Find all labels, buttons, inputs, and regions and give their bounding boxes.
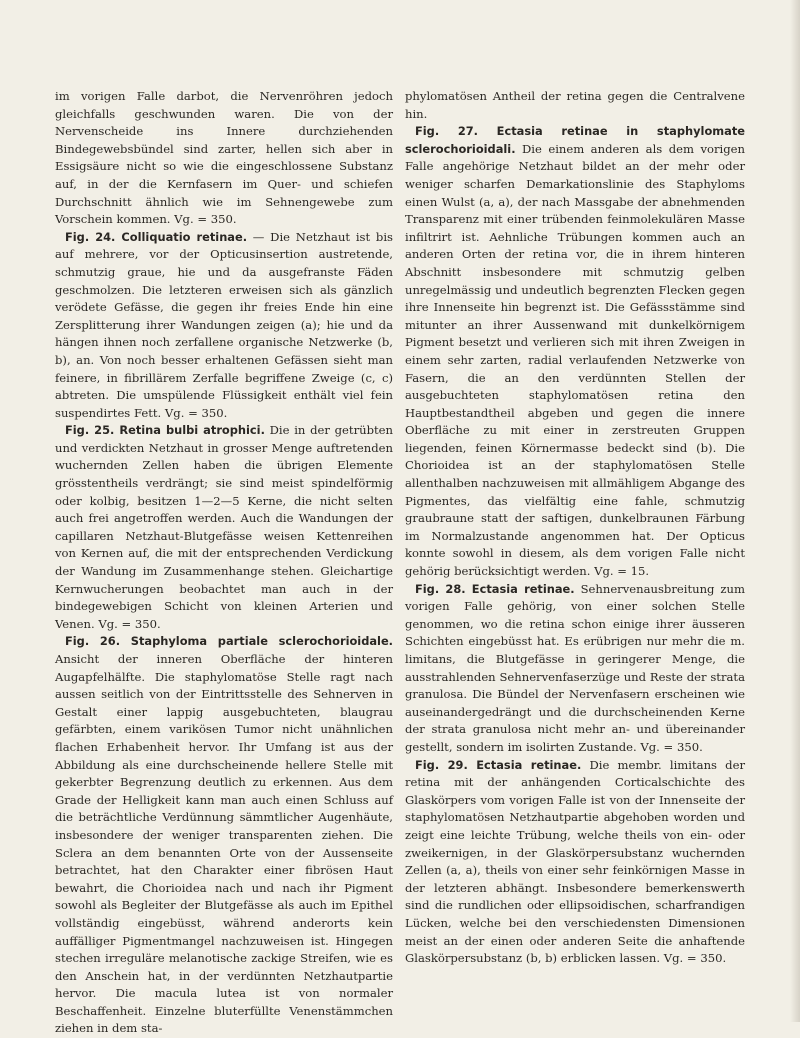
figure-description: Ansicht der inneren Oberfläche der hinteren Augapfelhälfte. Die staphylomatöse Stelle ragt nach aussen seitlich von der Eintrittsstelle des Sehnerven in Gestalt einer lappig ausgebuchteten, blaugrau gefärbten, einem varikösen Tumor nicht unähnlichen flachen Erhabenheit hervor. Ihr Umfang ist aus der Abbildung als eine durchscheinende hellere Stelle mit gekerbter Begrenzung deutlich zu erkennen. Aus dem Grade der Helligkeit kann man auch einen Schluss auf die beträchtliche Verdünnung sämmtlicher Augenhäute, insbesondere der weniger transparenten ziehen. Die Sclera an dem benannten Orte von der Aussenseite betrachtet, hat den Charakter einer fibrösen Haut bewahrt, die Chorioidea nach und nach ihr Pigment sowohl als Begleiter der Blutgefässe als auch im Epithel vollständig eingebüsst, während anderorts kein auffälliger Pigmentmangel nachzuweisen ist. Hingegen stechen irreguläre melanotische zackige Streifen, wie es den Anschein hat, in der verdünnten Netzhautpartie hervor. Die macula lutea ist von normaler Beschaffenheit. Einzelne bluterfüllte Venenstämmchen ziehen in dem sta- <box>55 652 393 1036</box>
paragraph <box>405 123 745 580</box>
figure-heading: Fig. 25. Retina bulbi atrophici. <box>65 423 265 438</box>
right-column <box>405 88 745 968</box>
figure-heading: Fig. 26. Staphyloma partiale sclerochorioidale. <box>65 634 393 649</box>
paragraph <box>405 757 745 968</box>
continuation-text: phylomatösen Antheil der retina gegen die Centralvene hin. <box>405 89 745 121</box>
page-edge-shadow <box>790 0 800 1022</box>
figure-description: Die in der getrübten und verdickten Netzhaut in grosser Menge auftretenden wuchernden Zellen haben die übrigen Elemente grösstentheils verdrängt; sie sind meist spindelförmig oder kolbig, besitzen 1—2—5 Kerne, die nicht selten auch frei angetroffen werden. Auch die Wandungen der capillaren Netzhaut-Blutgefässe weisen Kettenreihen von Kernen auf, die mit der entsprechenden Verdickung der Wandung im Zusammenhange stehen. Gleichartige Kernwucherungen beobachtet man auch in der bindegewebigen Schicht von kleinen Arterien und Venen. Vg. = 350. <box>55 423 393 631</box>
figure-heading: Fig. 29. Ectasia retinae. <box>415 757 582 772</box>
paragraph <box>55 88 393 229</box>
paragraph <box>405 88 745 123</box>
left-column <box>55 88 393 1038</box>
figure-description: Die membr. limitans der retina mit der anhängenden Corticalschichte des Glaskörpers vom vorigen Falle ist von der Innenseite der staphylomatösen Netzhautpartie abgehoben worden und zeigt eine leichte Trübung, welche theils von ein- oder zweikernigen, in der Glaskörpersubstanz wuchernden Zellen (a, a), theils von einer sehr feinkörnigen Masse in der letzteren abhängt. Insbesondere bemerkenswerth sind die rundlichen oder ellipsoidischen, scharfrandigen Lücken, welche bei den verschiedensten Dimensionen meist an der einen oder anderen Seite die anhaftende Glaskörpersubstanz (b, b) erblicken lassen. Vg. = 350. <box>405 757 745 966</box>
figure-heading: Fig. 28. Ectasia retinae. <box>415 581 575 596</box>
paragraph <box>55 633 393 1038</box>
figure-heading: Fig. 27. Ectasia retinae in staphylomate sclerochorioidali. <box>405 124 745 156</box>
continuation-text: im vorigen Falle darbot, die Nervenröhren jedoch gleichfalls geschwunden waren. Die von der Nervenscheide ins Innere durchziehenden Bindegewebsbündel sind zarter, hellen sich aber in Essigsäure nicht so wie die eingeschlossene Substanz auf, in der die Kernfasern im Quer- und schiefen Durchschnitt ähnlich wie im Sehnengewebe zum Vorschein kommen. Vg. = 350. <box>55 89 393 227</box>
figure-heading: Fig. 24. Colliquatio retinae. <box>65 229 248 244</box>
paragraph <box>55 422 393 633</box>
figure-description: Sehnervenausbreitung zum vorigen Falle gehörig, von einer solchen Stelle genommen, wo die retina schon einige ihrer äusseren Schichten eingebüsst hat. Es erübrigen nur mehr die m. limitans, die Blutgefässe in geringerer Menge, die ausstrahlenden Sehnervenfaserzüge und Reste der strata granulosa. Die Bündel der Nervenfasern erscheinen wie auseinandergedrängt und die durchscheinenden Kerne der strata granulosa nicht mehr an- und übereinander gestellt, sondern im isolirten Zustande. Vg. = 350. <box>405 581 745 754</box>
figure-description: — Die Netzhaut ist bis auf mehrere, vor der Opticusinsertion austretende, schmutzig graue, hie und da ausgefranste Fäden geschmolzen. Die letzteren erweisen sich als gänzlich verödete Gefässe, die gegen ihr freies Ende hin eine Zersplitterung ihrer Wandungen zeigen (a); hie und da hängen ihnen noch zerfallene organische Netzwerke (b, b), an. Von noch besser erhaltenen Gefässen sieht man feinere, in fibrillärem Zerfalle begriffene Zweige (c, c) abtreten. Die umspülende Flüssigkeit enthält viel fein suspendirtes Fett. Vg. = 350. <box>55 229 393 420</box>
figure-description: Die einem anderen als dem vorigen Falle angehörige Netzhaut bildet an der mehr oder weniger scharfen Demarkationslinie des Staphyloms einen Wulst (a, a), der nach Massgabe der abnehmenden Transparenz mit einer trübenden feinmolekulären Masse infiltrirt ist. Aehnliche Trübungen kommen auch an anderen Orten der retina vor, die in ihrem hinteren Abschnitt insbesondere mit schmutzig gelben unregelmässig und undeutlich begrenzten Flecken gegen ihre Innenseite hin begrenzt ist. Die Gefässstämme sind mitunter an ihrer Aussenwand mit dunkelkörnigem Pigment besetzt und verlieren sich mit ihren Zweigen in einem sehr zarten, radial verlaufenden Netzwerke von Fasern, die an den verdünnten Stellen der ausgebuchteten staphylomatösen retina den Hauptbestandtheil abgeben und gegen die innere Oberfläche zu mit einer in zerstreuten Gruppen liegenden, feinen Körnermasse bedeckt sind (b). Die Chorioidea ist an der staphylomatösen Stelle allenthalben nachzuweisen mit allmähligem Abgange des Pigmentes, das vielfältig eine fahle, schmutzig graubraune statt der saftigen, dunkelbraunen Färbung im Normalzustande angenommen hat. Der Opticus konnte sowohl in diesem, als dem vorigen Falle nicht gehörig berücksichtigt werden. Vg. = 15. <box>405 141 745 579</box>
paragraph <box>55 229 393 423</box>
paragraph <box>405 581 745 757</box>
